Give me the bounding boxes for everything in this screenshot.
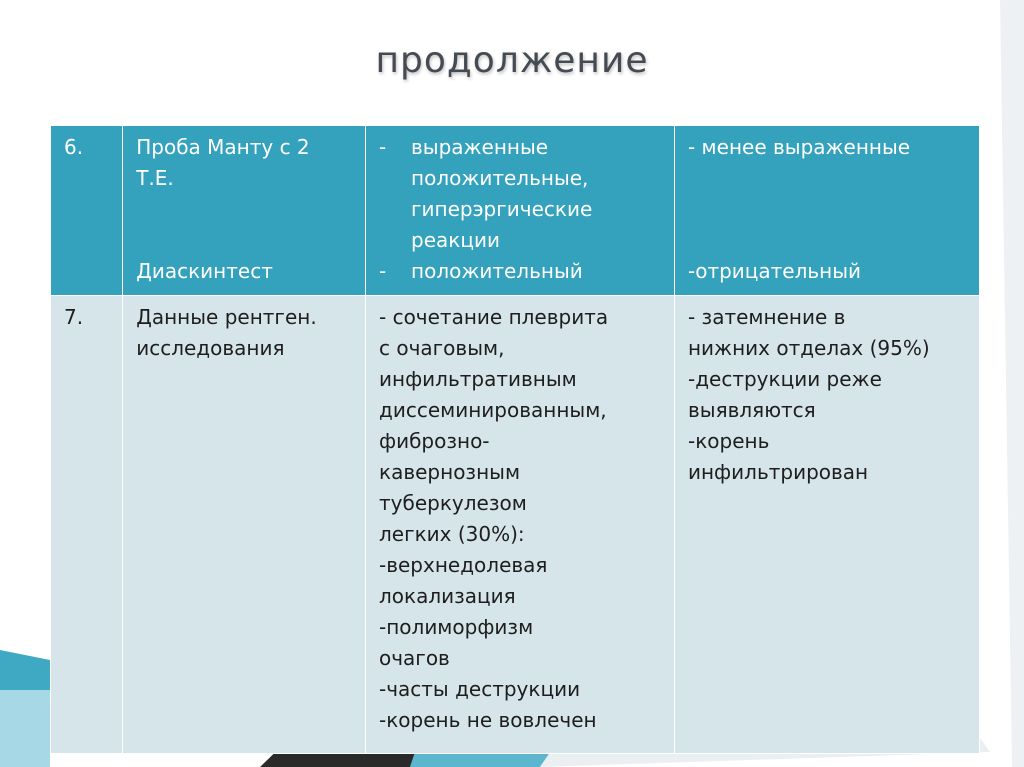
text-line: -полиморфизм [379, 615, 534, 639]
row-number-cell [51, 296, 123, 754]
text-line: локализация [379, 584, 516, 608]
text-line: туберкулезом [379, 491, 527, 515]
text-line: выраженные [411, 135, 549, 159]
text-line: с очаговым, [379, 336, 505, 360]
text-line: - менее выраженные [687, 135, 911, 159]
text-line: легких (30%): [379, 522, 525, 546]
decor-right-border [1000, 0, 1024, 767]
column-a-cell [366, 126, 675, 296]
row-number-cell [51, 126, 123, 296]
text-line: -деструкции реже [687, 367, 882, 391]
text-line: диссеминированным, [379, 398, 607, 422]
comparison-table [50, 125, 980, 754]
text-line: - затемнение в [687, 305, 846, 329]
text-line: очагов [379, 646, 450, 670]
row-number: 6. [64, 135, 84, 159]
test-name-line: Проба Манту с 2 [136, 135, 310, 159]
text-line: инфильтрирован [687, 460, 869, 484]
test-name-cell [123, 296, 366, 754]
column-b-cell [674, 296, 979, 754]
text-line: положительные, [411, 166, 589, 190]
test-name-cell [123, 126, 366, 296]
decor-left-light-wedge [0, 690, 50, 767]
row-number: 7. [64, 305, 84, 329]
text-line: инфильтративным [379, 367, 577, 391]
text-line: нижних отделах (95%) [687, 336, 930, 360]
table-row [51, 126, 980, 296]
column-a-cell [366, 296, 675, 754]
text-line: реакции [411, 228, 500, 252]
text-line: -отрицательный [687, 259, 862, 283]
text-line: -часты деструкции [379, 677, 581, 701]
text-line: положительный [411, 259, 583, 283]
text-line: фиброзно- [379, 429, 490, 453]
text-line: кавернозным [379, 460, 521, 484]
text-line: -верхнедолевая [379, 553, 548, 577]
table-row [51, 296, 980, 754]
text-line: гиперэргические [411, 197, 593, 221]
text-line: -корень [687, 429, 770, 453]
dash-bullet: - [379, 259, 387, 283]
text-line: выявляются [687, 398, 816, 422]
text-line: -корень не вовлечен [379, 708, 597, 732]
list-item [379, 256, 664, 287]
decor-left-blue-wedge [0, 650, 50, 767]
slide-title: продолжение [375, 40, 649, 81]
dash-bullet: - [379, 135, 387, 159]
test-name-line: исследования [136, 336, 285, 360]
test-name-line: Данные рентген. [136, 305, 317, 329]
list-item [379, 132, 664, 256]
test-name-line: Диаскинтест [136, 259, 273, 283]
text-line: - сочетание плеврита [379, 305, 609, 329]
test-name-line: Т.Е. [136, 166, 174, 190]
column-b-cell [674, 126, 979, 296]
